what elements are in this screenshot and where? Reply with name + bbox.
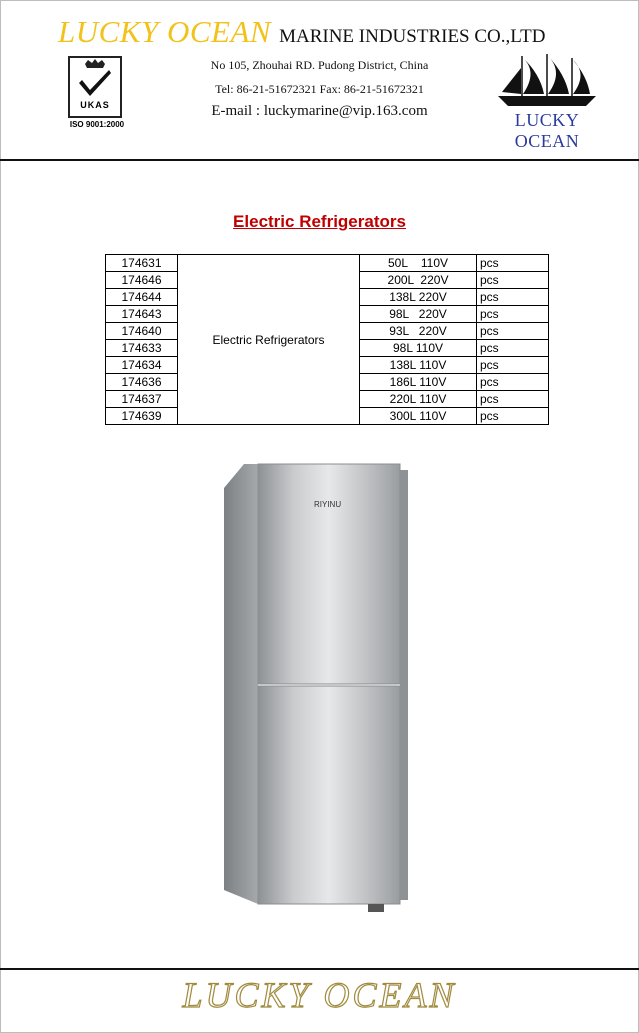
email: E-mail : luckymarine@vip.163.com (211, 103, 428, 119)
page-title: Electric Refrigerators (233, 212, 406, 231)
item-spec: 200L 220V (360, 272, 477, 289)
item-code: 174643 (106, 306, 178, 323)
crown-check-icon (70, 58, 120, 102)
item-code: 174634 (106, 357, 178, 374)
item-spec: 50L 110V (360, 255, 477, 272)
item-spec: 186L 110V (360, 374, 477, 391)
product-table (105, 254, 549, 425)
footer-brand: LUCKY OCEAN (182, 975, 457, 1015)
item-unit: pcs (477, 272, 549, 289)
item-unit: pcs (477, 306, 549, 323)
item-spec: 98L 110V (360, 340, 477, 357)
header-divider (0, 159, 639, 161)
item-spec: 138L 220V (360, 289, 477, 306)
item-unit: pcs (477, 255, 549, 272)
item-unit: pcs (477, 289, 549, 306)
item-code: 174636 (106, 374, 178, 391)
company-name (58, 14, 545, 50)
ship-logo (492, 52, 602, 151)
company-brand: LUCKY OCEAN (58, 14, 272, 49)
item-code: 174637 (106, 391, 178, 408)
item-spec: 98L 220V (360, 306, 477, 323)
item-code: 174631 (106, 255, 178, 272)
company-suffix: MARINE INDUSTRIES CO.,LTD (279, 26, 546, 47)
ukas-label: UKAS (80, 100, 110, 110)
ship-logo-label: LUCKY OCEAN (514, 110, 580, 151)
item-spec: 220L 110V (360, 391, 477, 408)
item-spec: 138L 110V (360, 357, 477, 374)
item-unit: pcs (477, 391, 549, 408)
item-unit: pcs (477, 357, 549, 374)
item-spec: 93L 220V (360, 323, 477, 340)
item-unit: pcs (477, 374, 549, 391)
table-row (106, 255, 549, 272)
phone-fax: Tel: 86-21-51672321 Fax: 86-21-51672321 (215, 82, 424, 96)
item-unit: pcs (477, 340, 549, 357)
iso-label: ISO 9001:2000 (69, 120, 125, 129)
refrigerator-image (222, 460, 412, 916)
item-spec: 300L 110V (360, 408, 477, 425)
item-code: 174633 (106, 340, 178, 357)
item-description: Electric Refrigerators (178, 255, 360, 425)
footer-divider (0, 968, 639, 970)
fridge-brand-mark: RIYINU (314, 500, 342, 509)
item-code: 174644 (106, 289, 178, 306)
item-code: 174646 (106, 272, 178, 289)
address: No 105, Zhouhai RD. Pudong District, China (210, 58, 429, 72)
item-code: 174639 (106, 408, 178, 425)
sailing-ship-icon (492, 52, 602, 112)
item-code: 174640 (106, 323, 178, 340)
item-unit: pcs (477, 408, 549, 425)
item-unit: pcs (477, 323, 549, 340)
ukas-logo (66, 56, 126, 132)
